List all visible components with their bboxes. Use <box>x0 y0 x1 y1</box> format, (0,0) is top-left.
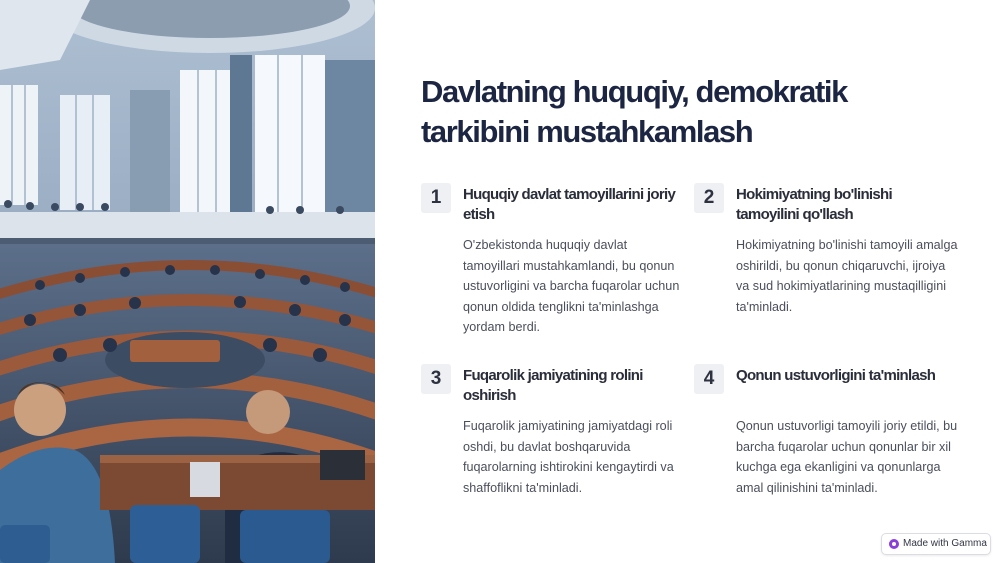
item-heading: Qonun ustuvorligini ta'minlash <box>736 367 936 384</box>
item-description: Hokimiyatning bo'linishi tamoyili amalga oshirildi, bu qonun chiqaruvchi, ijroiya va sud hokimiyatlarining mustaqilligini ta'minladi. <box>736 238 958 314</box>
item-description: Fuqarolik jamiyatining jamiyatdagi roli oshdi, bu davlat boshqaruvida fuqarolarning ishtirokini kengaytirdi va shaffoflikni ta'minladi. <box>463 419 674 495</box>
item-heading: Fuqarolik jamiyatining rolini oshirish <box>463 367 643 404</box>
parliament-hall-photo <box>0 0 375 563</box>
item-number-badge: 4 <box>694 364 724 394</box>
slide-title: Davlatning huquqiy, demokratik tarkibini mustahkamlash <box>421 74 847 149</box>
badge-label: Made with Gamma <box>903 538 987 549</box>
item-description: O'zbekistonda huquqiy davlat tamoyillari mustahkamlandi, bu qonun ustuvorligini va barcha fuqarolar uchun qonun oldida tenglikni ta'minlashga yordam berdi. <box>463 238 680 335</box>
item-number-badge: 1 <box>421 183 451 213</box>
item-description: Qonun ustuvorligi tamoyili joriy etildi, bu barcha fuqarolar uchun qonunlar bir xil kuchga ega ekanligini va qonunlarga amal qilinishini ta'minladi. <box>736 419 958 495</box>
item-heading: Huquqiy davlat tamoyillarini joriy etish <box>463 186 676 223</box>
item-number-badge: 2 <box>694 183 724 213</box>
made-with-gamma-badge[interactable] <box>881 533 991 555</box>
item-heading: Hokimiyatning bo'linishi tamoyilini qo'llash <box>736 186 892 223</box>
item-number-badge: 3 <box>421 364 451 394</box>
gamma-logo-icon <box>889 539 899 549</box>
